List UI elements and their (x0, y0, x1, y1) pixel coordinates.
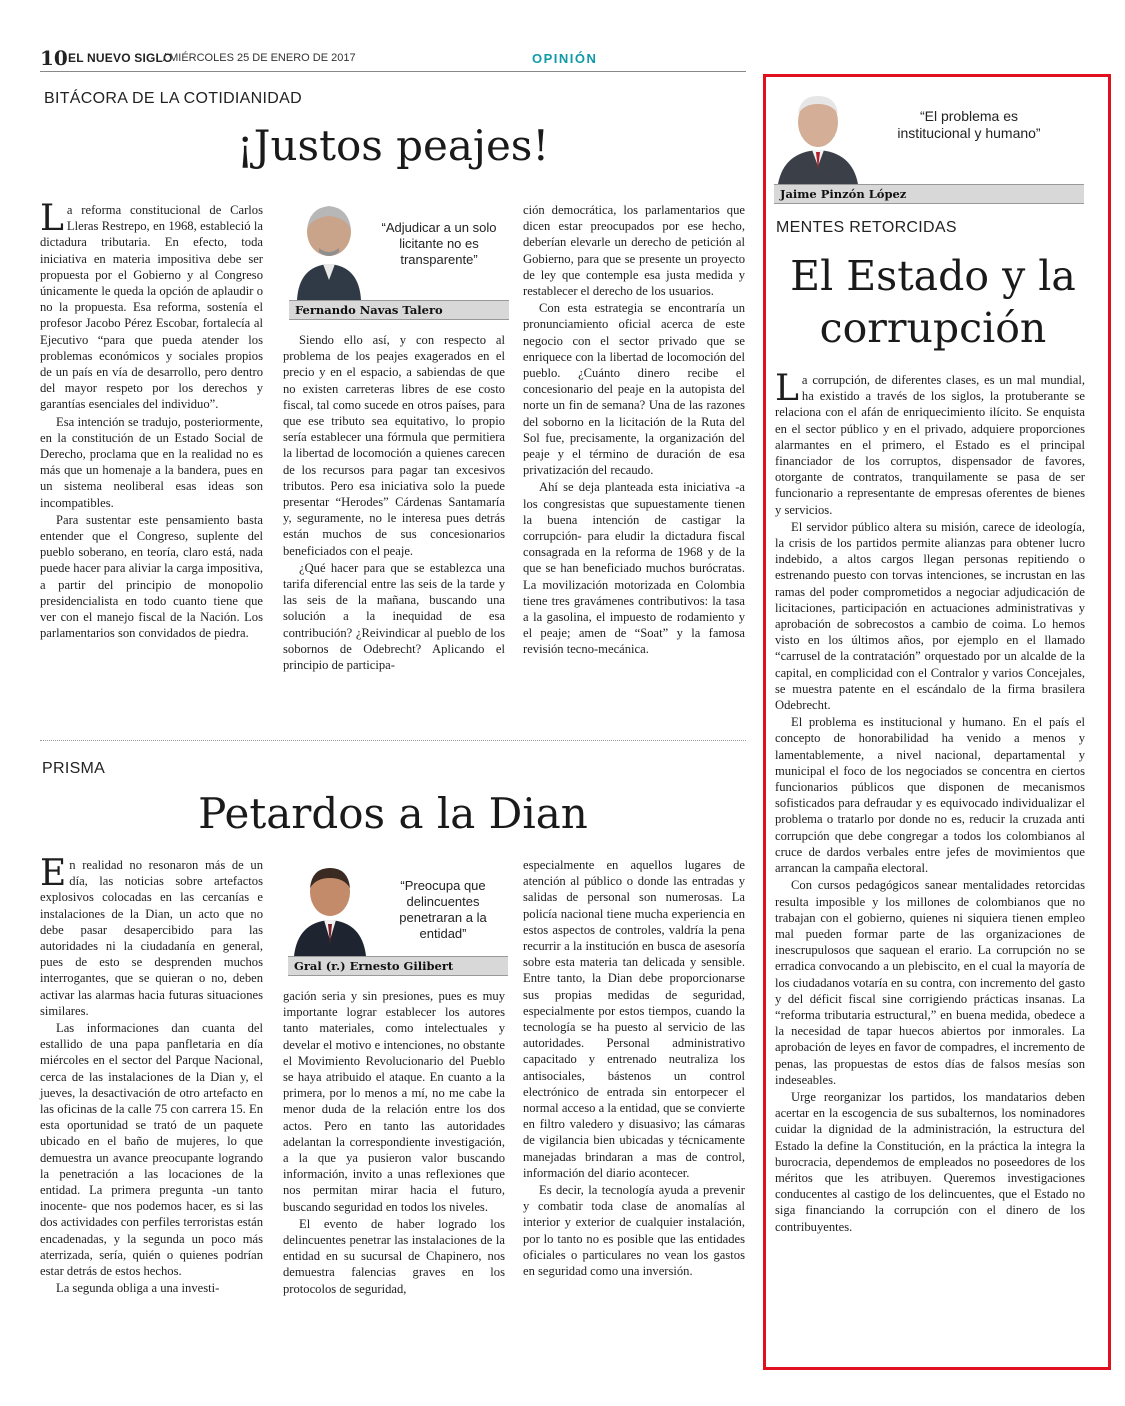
article1-paragraph: Ahí se deja planteada esta iniciativa -a los congresistas que supuestamente tienen la buena intención de castigar la corrupción- para eludir la dictadura fiscal consagrada en la reforma de 1968 y de la que se han beneficiado muchos burócratas. La movilización motorizada en Colombia tiene tres gravámenes contributivos: la tasa a la gasolina, el impuesto de rodamiento y el peaje; amen de “Soat” y la famosa revisión tecno-mecánica. (523, 480, 745, 657)
article1-column-1 (40, 198, 263, 642)
article1-column-3 (523, 202, 745, 659)
article2-byline: Gral (r.) Ernesto Gilibert (288, 956, 508, 976)
newspaper-name: EL NUEVO SIGLO (68, 51, 173, 65)
article3-headline-line-1: El Estado y la (790, 252, 1076, 300)
author-portrait-jaime-pinzon (774, 88, 860, 184)
article3-paragraph: El servidor público altera su misión, carece de ideología, la crisis de los partidos permite alianzas para obtener lucro indebido, a altos cargos llegan personas repitiendo o estrenando puesto con torvas intenciones, se incrustan en las ramas del poder comprometidos a negociar adjudicación de licitaciones, participación en actuaciones administrativas y aprobación de sobrecostos a cambio de coima. Lo hemos visto en los últimos años, por ejemplo en el llamado “carrusel de la contratación” orquestado por un alcalde de la capital, en complicidad con el Contralor y varios Concejales, se muestra patente en el escándalo de la firma brasilera Odebrecht. (775, 519, 1085, 713)
article2-column-3 (523, 857, 745, 1280)
article1-paragraph: Esa intención se tradujo, posteriormente, en la constitución de un Estado Social de Derecho, proclama que en la realidad no es más que un homenaje a la bandera, pues en un sistema neoliberal esas ideas son incompatibles. (40, 414, 263, 510)
article1-column-2 (283, 332, 505, 674)
article3-pull-quote: “El problema es institucional y humano” (897, 108, 1041, 141)
article3-paragraph: Urge reorganizar los partidos, los mandatarios deben acertar en la escogencia de sus subalternos, los nominadores cuidar la dignidad de la administración, la estructura del Estado la define la Constitución, en la práctica la integra la burocracia, dependemos de empleados no poseedores de los méritos que les atribuyen. Queremos investigaciones conducentes al castigo de los delincuentes, que el Estado no siga financiando la corrupción con el dinero de los contribuyentes. (775, 1089, 1085, 1234)
article1-paragraph: a reforma constitucional de Carlos Lleras Restrepo, en 1968, estableció la dictadura tributaria. En efecto, toda iniciativa en materia impositiva debe ser propuesta por el Gobierno y al Congreso únicamente le queda la opción de aplaudir o no la propuesta. Esa reforma, sostenía el profesor Jacobo Pérez Escobar, fortalecía al Ejecutivo “para que pueda atender los problemas económicos y sociales propios de un país en vía de desarrollo, pero dentro del mayor respeto por los derechos y garantías esenciales del individuo”. (40, 203, 263, 412)
article3-headline-line-2: corrupción (819, 304, 1047, 352)
article1-kicker: BITÁCORA DE LA COTIDIANIDAD (44, 90, 302, 107)
article2-paragraph: La segunda obliga a una investi- (56, 1281, 220, 1296)
article3-paragraph: a corrupción, de diferentes clases, es un mal mundial, ha existido a través de los siglos, la protuberante se relaciona con el afán de enriquecimiento ilícito. Se enquista en el sector público y en el privado, adquiere proporciones alarmantes en el primero, el Estado es el principal financiador de los corruptos, dispensador de favores, otorgante de contratos, tranquilamente se pasa de ser funcionario a representante de empresas oferentes de bienes y servicios. (775, 373, 1085, 517)
article1-byline: Fernando Navas Talero (289, 300, 509, 320)
article1-paragraph: ción democrática, los parlamentarios que dicen estar preocupados por ese hecho, deberían elevarle un derecho de petición al Gobierno, para que se presente un proyecto de ley que contemple esa justa medida y restablecer el derecho de los usuarios. (523, 203, 745, 299)
section-name: OPINIÓN (532, 51, 598, 66)
page-number: 10 (40, 46, 68, 70)
article3-paragraph: El problema es institucional y humano. En el país el concepto de honorabilidad ha venido a menos y lamentablemente, a nivel nacional, departamental y municipal el foco de los negociados se concentra en ciertos funcionarios públicos que disponen de mecanismos sofisticados para defraudar y es equivocado individualizar el problema o tratarlo por donde no es, reducir la cruzada anti corrupción que debe congregar a todos los colombianos al cruce de dardos verbales entre jefes de movimientos que arrancan la campaña electoral. (775, 715, 1085, 876)
article3-dropcap: L (775, 368, 799, 409)
article1-paragraph: ¿Qué hacer para que se establezca una tarifa diferencial entre las seis de la tarde y las seis de la mañana, buscando una solución a la inequidad de esa contribución? ¿Reivindicar al pueblo de los sobornos de Odebrecht? Aplicando el principio de participa- (283, 560, 505, 673)
article3-paragraph: Con cursos pedagógicos sanear mentalidades retorcidas resulta imposible y los millones de colombianos que no trabajan con el gobierno, quienes ni siquiera tienen empleo mal pueden formar parte de las organizaciones de inescrupulosos que saquean el erario. La corrupción no se erradica convocando a un plebiscito, en el cual la mayoría de los ciudadanos votaría en su contra, con incremento del gasto y del déficit fiscal sine corrigiendo prácticas insanas. La “reforma tributaria estructural,” en buena medida, obedece a la necesidad de tapar huecos abiertos por inmorales. La aprobación de leyes en favor de compadres, el incremento de penas, las propuestas de estos días de falsos mesías son indeseables. (775, 878, 1085, 1087)
article1-dropcap: L (40, 198, 64, 239)
article3-byline: Jaime Pinzón López (774, 184, 1084, 204)
article2-paragraph: Las informaciones dan cuanta del estallido de una papa panfletaria en día miércoles en el sector del Parque Nacional, cerca de las instalaciones de la Dian y, el jueves, la desactivación de otro artefacto en las oficinas de la calle 75 con carrera 15. En esta oportunidad se trató de un paquete ubicado en el baño de mujeres, lo que demuestra un avance preocupante logrando la penetración a las locaciones de la entidad. La primera pregunta -un tanto inocente- que nos podemos hacer, es si las dos actividades con perfiles terroristas están encadenadas, y la segunda un poco más aterrizada, sería, quién o quienes podrían estar detrás de estos hechos. (40, 1021, 263, 1279)
article1-headline: ¡Justos peajes! (236, 121, 550, 170)
article3-kicker: MENTES RETORCIDAS (776, 219, 957, 236)
article3-author-box (774, 88, 1086, 206)
article3-body (775, 368, 1085, 1236)
article1-paragraph: Para sustentar este pensamiento basta entender que el Congreso, suplente del pueblo soberano, en teoría, claro está, nada puede hacer para aliviar la carga impositiva, a partir del principio de monopolio presidencialista en todo cuanto tiene que ver con el manejo fiscal de la Nación. Los parlamentarios son convidados de piedra. (40, 512, 263, 641)
article2-kicker: PRISMA (42, 760, 106, 777)
article2-author-box (288, 858, 510, 978)
article2-dropcap: E (40, 853, 67, 894)
article-divider (40, 740, 746, 741)
article1-author-box (285, 200, 510, 320)
article3-headline (768, 250, 1098, 354)
article2-paragraph: especialmente en aquellos lugares de atención al público o donde las entradas y salidas de personal son numerosas. La policía nacional tiene mucha experiencia en estos aspectos de controles, valdría la pena recurrir a la institución en busca de asesoría sobre esta materia tan delicada y sensible. Entre tanto, la Dian debe proporcionarse sus propias medidas de seguridad, especialmente por estos tiempos, cuando la tecnología se ha puesto al servicio de las autoridades. Personal administrativo capacitado y entrenado neutraliza los antisociales, bástenos un control electrónico de entrada sin entorpecer el normal acceso a la entidad, que se convierte en filtro valedero y disuasivo; las cámaras de vigilancia bien ubicadas y técnicamente manejadas brindaran a mas de control, información del diario acontecer. (523, 858, 745, 1180)
article2-column-2 (283, 988, 505, 1298)
article2-paragraph: El evento de haber logrado los delincuentes penetrar las instalaciones de la entidad en su sucursal de Chapinero, nos demuestra falencias graves en los protocolos de seguridad, (283, 1216, 505, 1296)
article1-paragraph: Siendo ello así, y con respecto al problema de los peajes exagerados en el precio y en el espacio, a sabiendas de que no existen carreteras libres de ese costo fiscal, tal como sucede en otros países, para que ese tributo sea equitativo, lo propio sería establecer una fórmula que permitiera la libertad de locomoción a quienes carecen de los recursos para pagar tan excesivos tributos. Pero esa iniciativa solo la puede presentar “Herodes” Cárdenas Santamaría y, seguramente, no le interesa pues detrás están muchos de sus concesionarios beneficiados con el peaje. (283, 333, 505, 558)
article1-pull-quote: “Adjudicar a un solo licitante no es transparente” (381, 220, 497, 267)
issue-date: / MIÉRCOLES 25 DE ENERO DE 2017 (163, 52, 356, 64)
header-divider (40, 71, 746, 72)
article2-column-1 (40, 853, 263, 1297)
article2-paragraph: n realidad no resonaron más de un día, las noticias sobre artefactos explosivos colocadas en las cercanías e instalaciones de la Dian, un acto que no debe pasar desapercibido para las autoridades ni la ciudadanía en general, pues de esto se desprenden muchos interrogantes, que se quieran o no, deben activar las alarmas hacia futuras situaciones similares. (40, 858, 263, 1018)
article1-paragraph: Con esta estrategia se encontraría un pronunciamiento oficial acerca de este negocio con el sector privado que se enriquece con la libertad de locomoción del pueblo. ¿Cuánto dinero recibe el concesionario del peaje en la autopista del norte un fin de semana? Una de las razones del soborno en la licitación de la Ruta del Sol fue, precisamente, la organización del peaje y el término de duración de esa privatización del recaudo. (523, 301, 745, 478)
author-portrait-ernesto-gilibert (288, 858, 372, 956)
article2-pull-quote: “Preocupa que delincuentes penetraran a la entidad” (399, 878, 487, 941)
author-portrait-fernando-navas (289, 200, 369, 300)
article2-paragraph: Es decir, la tecnología ayuda a prevenir y combatir toda clase de anomalías al interior y exterior de cualquier instalación, por lo tanto no es posible que las entidades oficiales o particulares no vean los gastos en seguridad como una inversión. (523, 1183, 745, 1279)
article2-headline: Petardos a la Dian (198, 789, 588, 838)
article2-paragraph: gación seria y sin presiones, pues es muy importante lograr establecer los autores tanto materiales, como intelectuales y develar el motivo e intenciones, no obstante el Movimiento Revolucionario del Pueblo se haya atribuido el ataque. En cuanto a la primera, por lo menos a mí, no me cabe la menor duda de la relación entre los dos actos. Pero en tanto las autoridades adelantan la correspondiente investigación, a la que ya pusieron valor buscando información, invito a unas reflexiones que nos permitan mirar hacia el futuro, buscando seguridad en todos los niveles. (283, 989, 505, 1214)
